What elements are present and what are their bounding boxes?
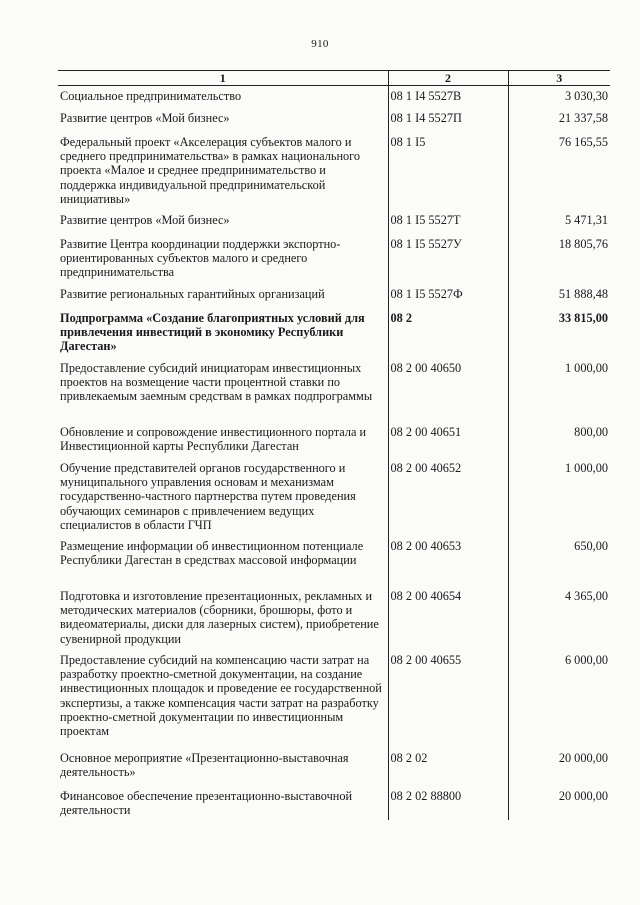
row-name: Предоставление субсидий инициаторам инвестиционных проектов на возмещение части процентной ставки по привлекаемым заемным средствам в рамках подпрограммы	[60, 360, 373, 404]
row-code: 08 2 00 40651	[388, 422, 508, 458]
table-row	[58, 786, 610, 820]
row-code: 08 2 00 40653	[388, 536, 508, 586]
row-name: Размещение информации об инвестиционном потенциале Республики Дагестан в средствах массовой информации	[60, 538, 364, 568]
row-amount: 20 000,00	[508, 786, 610, 820]
column-header-2: 2	[388, 71, 508, 86]
row-name: Социальное предпринимательство	[60, 89, 242, 104]
row-amount: 5 471,31	[508, 210, 610, 234]
row-code: 08 2	[388, 308, 508, 358]
row-amount: 800,00	[508, 422, 610, 458]
row-name: Предоставление субсидий на компенсацию части затрат на разработку проектно-сметной документации, на создание инвестиционных площадок и проведение ее государственной экспертизы, а также компенсация части затрат на разработку проектно-сметной документации по инвестиционным проектам	[60, 652, 382, 739]
row-amount: 51 888,48	[508, 284, 610, 308]
table-row	[58, 108, 610, 132]
row-amount: 4 365,00	[508, 586, 610, 650]
table-row	[58, 358, 610, 422]
row-code: 08 2 00 40650	[388, 358, 508, 422]
table-row	[58, 132, 610, 210]
row-name: Обучение представителей органов государственного и муниципального управления основам и механизмам государственно-частного партнерства путем проведения обучающих семинаров с привлечением ведущих специалистов в области ГЧП	[60, 460, 356, 532]
row-code: 08 1 I4 5527П	[388, 108, 508, 132]
row-amount: 6 000,00	[508, 650, 610, 748]
row-code: 08 1 I4 5527В	[388, 86, 508, 108]
table-row	[58, 422, 610, 458]
row-amount: 1 000,00	[508, 358, 610, 422]
table-row	[58, 748, 610, 786]
table-row	[58, 284, 610, 308]
row-code: 08 2 02 88800	[388, 786, 508, 820]
row-amount: 3 030,30	[508, 86, 610, 108]
column-header-3: 3	[508, 71, 610, 86]
row-name: Федеральный проект «Акселерация субъектов малого и среднего предпринимательства» в рамках национального проекта «Малое и среднее предпринимательство и поддержка индивидуальной предпринимательской инициативы»	[60, 134, 361, 206]
row-name: Основное мероприятие «Презентационно-выставочная деятельность»	[60, 750, 349, 780]
row-amount: 21 337,58	[508, 108, 610, 132]
row-name: Развитие центров «Мой бизнес»	[60, 110, 230, 125]
table-row	[58, 308, 610, 358]
row-code: 08 2 00 40654	[388, 586, 508, 650]
table-row	[58, 458, 610, 536]
row-name: Подготовка и изготовление презентационных, рекламных и методических материалов (сборники, брошюры, фото и видеоматериалы, диски для лазерных систем), приобретение сувенирной продукции	[60, 588, 379, 646]
table-body	[58, 86, 610, 820]
row-code: 08 1 I5 5527Т	[388, 210, 508, 234]
row-amount: 76 165,55	[508, 132, 610, 210]
row-amount: 650,00	[508, 536, 610, 586]
row-code: 08 1 I5 5527Ф	[388, 284, 508, 308]
table-row	[58, 650, 610, 748]
table-row	[58, 586, 610, 650]
table-row	[58, 86, 610, 108]
row-code: 08 2 00 40655	[388, 650, 508, 748]
row-amount: 1 000,00	[508, 458, 610, 536]
row-amount: 20 000,00	[508, 748, 610, 786]
row-name: Обновление и сопровождение инвестиционного портала и Инвестиционной карты Республики Дагестан	[60, 424, 367, 454]
table-row	[58, 210, 610, 234]
budget-table	[58, 70, 610, 820]
row-name: Подпрограмма «Создание благоприятных условий для привлечения инвестиций в экономику Республики Дагестан»	[60, 310, 365, 354]
row-amount: 33 815,00	[508, 308, 610, 358]
table-row	[58, 234, 610, 284]
row-name: Финансовое обеспечение презентационно-выставочной деятельности	[60, 788, 353, 818]
column-header-1: 1	[58, 71, 388, 86]
row-name: Развитие центров «Мой бизнес»	[60, 212, 230, 227]
row-code: 08 1 I5 5527У	[388, 234, 508, 284]
row-code: 08 2 00 40652	[388, 458, 508, 536]
row-name: Развитие региональных гарантийных организаций	[60, 286, 325, 301]
table-row	[58, 536, 610, 586]
row-code: 08 2 02	[388, 748, 508, 786]
row-code: 08 1 I5	[388, 132, 508, 210]
table-header-row	[58, 71, 610, 86]
row-name: Развитие Центра координации поддержки экспортно-ориентированных субъектов малого и среднего предпринимательства	[60, 236, 341, 280]
row-amount: 18 805,76	[508, 234, 610, 284]
page-number: 910	[311, 38, 329, 50]
